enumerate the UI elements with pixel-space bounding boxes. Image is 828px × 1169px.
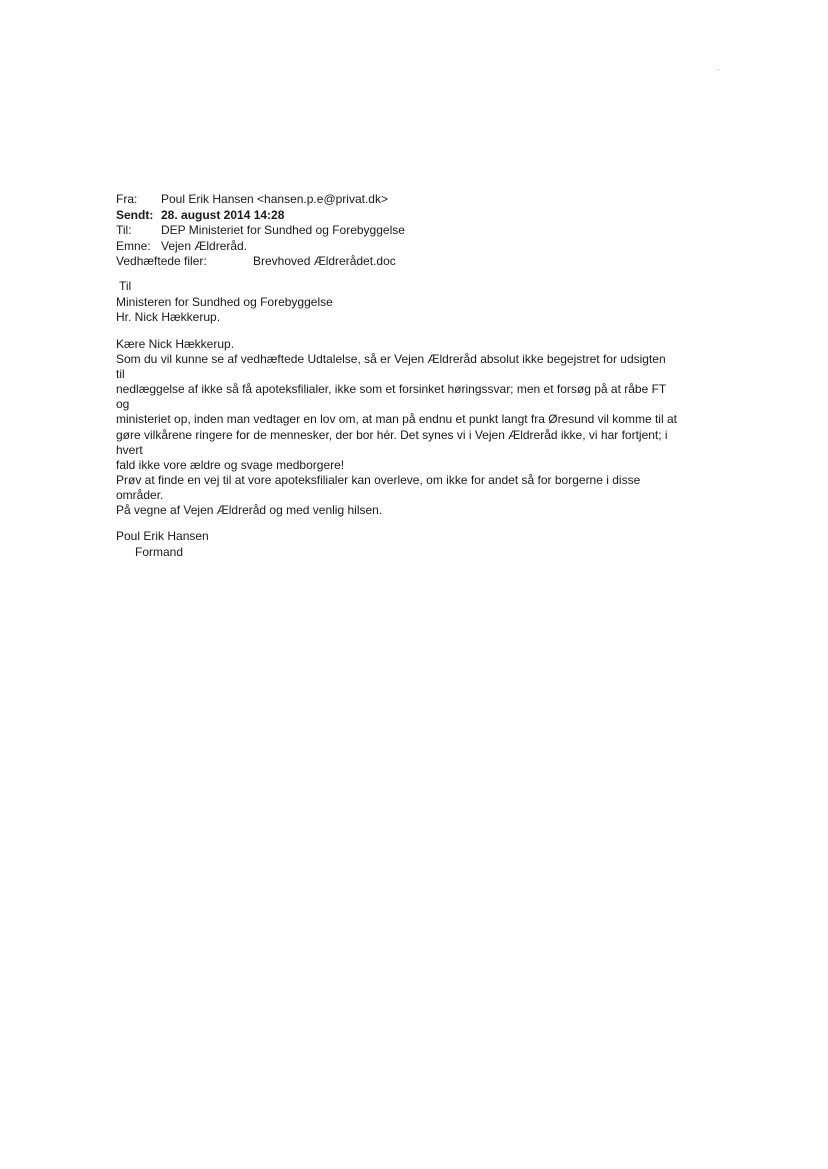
body-line: ministeriet op, inden man vedtager en lov om, at man på endnu et punkt langt fra Øresund vil komme til at xyxy=(116,412,677,427)
attachments-label: Vedhæftede filer: xyxy=(116,254,207,269)
subject-value: Vejen Ældreråd. xyxy=(161,238,248,253)
sent-value: 28. august 2014 14:28 xyxy=(161,207,285,222)
letter-body xyxy=(116,337,716,518)
signature-name: Poul Erik Hansen xyxy=(116,529,209,543)
signature-block xyxy=(116,529,209,560)
scan-speck xyxy=(717,69,719,70)
body-line: Kære Nick Hækkerup. xyxy=(116,337,235,351)
from-label: Fra: xyxy=(116,192,138,206)
recipient-to-word: Til xyxy=(119,279,132,293)
body-line: til xyxy=(116,367,125,382)
to-value: DEP Ministeriet for Sundhed og Forebyggelse xyxy=(161,223,405,238)
recipient-name: Hr. Nick Hækkerup. xyxy=(116,310,221,324)
body-line: hvert xyxy=(116,442,143,457)
recipient-ministry: Ministeren for Sundhed og Forebyggelse xyxy=(116,294,333,309)
body-line: fald ikke vore ældre og svage medborgere! xyxy=(116,457,345,472)
attachment-filename: Brevhoved Ældrerådet.doc xyxy=(253,254,396,269)
body-line: og xyxy=(116,397,130,412)
body-line: områder. xyxy=(116,487,164,502)
body-line: Prøv at finde en vej til at vore apoteksfilialer kan overleve, om ikke for andet så for borgerne i disse xyxy=(116,472,641,487)
to-label: Til: xyxy=(116,223,132,238)
subject-label: Emne: xyxy=(116,238,151,253)
sent-label: Sendt: xyxy=(116,207,154,222)
recipient-block xyxy=(116,279,333,326)
body-line: På vegne af Vejen Ældreråd og med venlig hilsen. xyxy=(116,503,383,518)
signature-title: Formand xyxy=(135,544,184,559)
from-value: Poul Erik Hansen <hansen.p.e@privat.dk> xyxy=(161,192,388,206)
body-line: gøre vilkårene ringere for de mennesker, der bor hér. Det synes vi i Vejen Ældreråd ikke, vi har fortjent; i xyxy=(116,427,668,442)
body-line: nedlæggelse af ikke så få apoteksfilialer, ikke som et forsinket høringssvar; men et forsøg på at råbe FT xyxy=(116,382,667,397)
body-line: Som du vil kunne se af vedhæftede Udtalelse, så er Vejen Ældreråd absolut ikke begejstret for udsigten xyxy=(116,352,666,367)
